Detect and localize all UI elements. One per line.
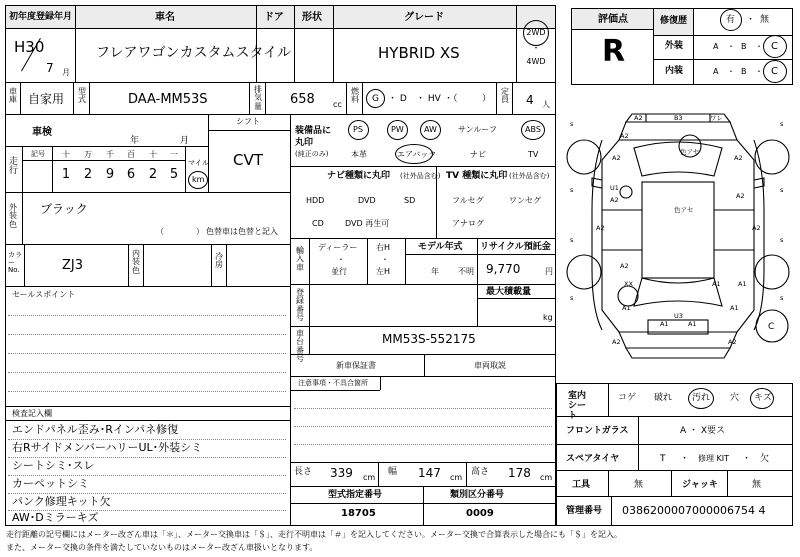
capacity-label: 定員 xyxy=(501,87,509,105)
mileage-digit-5: 5 xyxy=(169,167,179,182)
recycle-label: リサイクル預託金 xyxy=(480,242,551,252)
diag-label-22: A1 xyxy=(660,320,669,328)
exterior-scale-a: A xyxy=(713,42,719,51)
shift-value: CVT xyxy=(233,151,263,169)
diag-label-18: A2 xyxy=(734,154,743,162)
color-label: 外装色 xyxy=(9,203,17,229)
navi-sd: SD xyxy=(404,196,416,205)
sheet-opt-scratch: キズ xyxy=(754,393,772,403)
mileage-symbol-label: 記号 xyxy=(31,150,45,158)
equipment-label-3: (純正のみ) xyxy=(295,150,329,158)
mileage-digit-2: 9 xyxy=(105,167,115,182)
tv-label-note: (社外品含む) xyxy=(509,172,550,180)
equip-tv: TV xyxy=(528,150,539,159)
inspector-note-2: シートシミ･スレ xyxy=(12,459,95,472)
inspection-year-label: 年 xyxy=(130,136,140,146)
fuel-opt-hv: ・ HV xyxy=(416,94,441,104)
tv-analog: アナログ xyxy=(452,219,484,228)
diag-s-5: s xyxy=(780,236,784,244)
mileage-digit-1: 2 xyxy=(83,167,93,182)
diag-label-6: A2 xyxy=(610,196,619,204)
navi-hdd: HDD xyxy=(306,196,325,205)
management-label: 管理番号 xyxy=(566,506,603,516)
first-reg-era-year: H30 xyxy=(14,38,45,56)
interior-scale-dot-1: ・ xyxy=(727,67,735,76)
inspector-note-1: 右RサイドメンバーハリーUL･外装シミ xyxy=(12,441,203,454)
color-note-paren-close: ） xyxy=(196,227,204,236)
height-value: 178 xyxy=(508,466,531,480)
equip-sunroof: サンルーフ xyxy=(458,125,497,134)
diag-label-17: A2 xyxy=(612,154,621,162)
color-note-paren: （ xyxy=(156,227,164,236)
score-label: 評価点 xyxy=(598,14,628,25)
notes-label: 注意事項・不具合箇所 xyxy=(298,379,368,387)
tools-label: 工具 xyxy=(572,480,591,490)
diag-label-0: A2 xyxy=(634,114,643,122)
equip-ps: PS xyxy=(353,125,363,134)
diag-label-19: A2 xyxy=(620,262,629,270)
diag-s-7: s xyxy=(780,294,784,302)
equip-pw: PW xyxy=(391,125,404,134)
management-value: 0386200007000006754 4 xyxy=(622,504,766,517)
diag-s-4: s xyxy=(570,236,574,244)
capacity-unit: 人 xyxy=(542,100,550,109)
diag-label-1: B3 xyxy=(674,114,683,122)
model-value: DAA-MM53S xyxy=(128,92,208,107)
diag-s-2: s xyxy=(570,186,574,194)
inspection-month-label: 月 xyxy=(180,136,190,146)
car-name-label: 車名 xyxy=(155,12,175,23)
diag-label-16: A2 xyxy=(728,338,737,346)
footer-line-1: 走行距離の記号欄にはメーター改ざん車は「＊」、メーター交換車は「＄」、走行不明車は「＃」を記入してください。メーター交換で合算表示した場合にも「＄」を記入。 xyxy=(6,530,622,539)
mileage-unit-0: 十 xyxy=(62,150,70,159)
car-diagram xyxy=(562,100,794,380)
diag-label-13: A1 xyxy=(738,280,747,288)
mileage-unit-5: 一 xyxy=(170,150,178,159)
jack-value: 無 xyxy=(752,480,762,490)
diag-label-9: A2 xyxy=(596,224,605,232)
recycle-unit: 円 xyxy=(545,267,553,276)
usage-value: 自家用 xyxy=(28,92,65,106)
color-code-value: ZJ3 xyxy=(62,258,84,273)
spare-opt-missing: 欠 xyxy=(760,454,770,464)
max-load-label: 最大積載量 xyxy=(486,287,532,297)
equip-navi: ナビ xyxy=(470,150,486,159)
mileage-digit-3: 6 xyxy=(126,167,136,182)
diag-label-5: U1 xyxy=(610,184,619,192)
tools-value: 無 xyxy=(634,480,644,490)
navi-dvd: DVD xyxy=(358,196,376,205)
first-reg-month: 7 xyxy=(46,61,54,75)
exterior-grade: C xyxy=(771,41,778,52)
import-dot-2: ・ xyxy=(381,255,389,264)
inspector-note-4: パンク修理キット欠 xyxy=(12,495,111,508)
exterior-scale-b: B xyxy=(741,42,747,51)
first-reg-label: 初年度登録年月 xyxy=(9,12,73,22)
diag-label-3: A2 xyxy=(620,132,629,140)
inspector-note-3: カーペットシミ xyxy=(12,477,89,490)
drive-4wd: 4WD xyxy=(526,57,546,66)
import-dot-1: ・ xyxy=(337,255,345,264)
model-year-value: 不明 xyxy=(458,267,474,276)
repair-yes: 有 xyxy=(726,15,736,25)
jack-label: ジャッキ xyxy=(682,480,718,490)
interior-color-label: 内装色 xyxy=(132,249,140,275)
score-value: R xyxy=(602,34,626,69)
equip-abs: ABS xyxy=(525,125,541,134)
drive-dot: ・ xyxy=(531,44,541,54)
color-code-label: カラーNo. xyxy=(8,251,22,275)
diag-label-23: A1 xyxy=(688,320,697,328)
diag-label-21: A1 xyxy=(730,304,739,312)
height-unit: cm xyxy=(540,473,553,482)
exterior-scale-dot-1: ・ xyxy=(727,42,735,51)
type-no-value: 18705 xyxy=(341,508,376,519)
manual-label: 車両取説 xyxy=(474,361,506,370)
color-note: 色替車は色替と記入 xyxy=(206,227,278,236)
import-label: 輸入車 xyxy=(296,246,304,272)
inspection-label: 車検 xyxy=(32,127,52,138)
sheet-opt-dirt: 汚れ xyxy=(692,393,711,403)
repair-no: 無 xyxy=(760,15,770,25)
length-label: 長さ xyxy=(294,467,313,477)
shape-label: 形状 xyxy=(302,12,322,23)
mileage-unit-2: 千 xyxy=(106,150,114,159)
sheet-opt-hole: 穴 xyxy=(730,393,740,403)
equipment-label-1: 装備品に xyxy=(295,126,332,136)
import-right-h: 右H xyxy=(376,243,391,252)
chassis-label: 車台番号 xyxy=(296,329,304,364)
chassis-value: MM53S-552175 xyxy=(382,332,476,346)
drive-2wd: 2WD xyxy=(526,28,546,37)
diag-s-3: s xyxy=(780,186,784,194)
interior-scale-dot-2: ・ xyxy=(755,67,763,76)
height-label: 高さ xyxy=(471,467,490,477)
mileage-unit-3: 百 xyxy=(127,150,135,159)
repair-label: 修復歴 xyxy=(660,16,688,26)
diag-label-20: A1 xyxy=(622,304,631,312)
spare-opt-dot-1: ・ xyxy=(680,454,690,464)
capacity-value: 4 xyxy=(526,93,534,107)
spare-opt-dot-2: ・ xyxy=(742,454,752,464)
tv-oneseg: ワンセグ xyxy=(509,196,541,205)
mileage-label: 走行 xyxy=(9,157,19,177)
diag-label-11: XX xyxy=(624,280,633,288)
inspector-label: 検査記入欄 xyxy=(12,409,52,418)
windshield-label: フロントガラス xyxy=(566,426,629,436)
diag-label-7: A2 xyxy=(736,192,745,200)
registration-label: 登録番号 xyxy=(296,288,304,323)
shift-label: シフト xyxy=(236,117,260,126)
displacement-label: 排気量 xyxy=(254,85,262,111)
navi-cd: CD xyxy=(312,219,324,228)
diag-label-2: ワレ xyxy=(710,114,723,122)
type-no-label: 型式指定番号 xyxy=(328,490,383,500)
interior-scale-a: A xyxy=(713,67,719,76)
diag-label-14: U3 xyxy=(674,312,683,320)
first-reg-month-unit: 月 xyxy=(62,68,70,77)
import-dealer: ディーラー xyxy=(318,243,358,252)
fuel-opt-d: ・ D xyxy=(388,94,407,104)
mileage-unit-mile: マイル xyxy=(188,159,209,167)
mileage-digit-0: 1 xyxy=(61,167,71,182)
recycle-value: 9,770 xyxy=(486,262,521,276)
interior-label: 内装 xyxy=(665,66,684,76)
exterior-label: 外装 xyxy=(665,41,684,51)
width-label: 幅 xyxy=(388,467,398,477)
sheet-opt-burn: コゲ xyxy=(618,393,637,403)
interior-sheet-label: 室内シート xyxy=(568,391,587,421)
navi-dvd-play: DVD 再生可 xyxy=(345,219,390,228)
repair-dot: ・ xyxy=(746,15,756,25)
diag-label-12: A1 xyxy=(712,280,721,288)
sheet-opt-tear: 破れ xyxy=(654,393,673,403)
footer-line-2: また、メーター交換の条件を満たしていないものはメーター改ざん車扱いとなります。 xyxy=(6,543,318,552)
color-value: ブラック xyxy=(40,202,88,216)
length-value: 339 xyxy=(330,466,353,480)
equip-leather: 本革 xyxy=(351,150,367,159)
inspector-note-0: エンドパネル歪み･Rインパネ修復 xyxy=(12,423,179,436)
spare-opt-kit: 修理 KIT xyxy=(698,454,730,463)
width-value: 147 xyxy=(418,466,441,480)
equip-airbag: エアバック xyxy=(397,150,437,159)
navi-label-note: (社外品含む) xyxy=(400,172,441,180)
ac-label: 冷房 xyxy=(215,252,223,270)
mileage-digit-4: 2 xyxy=(148,167,158,182)
interior-grade: C xyxy=(771,66,778,77)
mileage-unit-km: km xyxy=(192,175,205,184)
fuel-opt-g: G xyxy=(372,94,379,104)
model-year-year: 年 xyxy=(431,267,439,276)
mileage-unit-4: 十 xyxy=(149,150,157,159)
equipment-label-2: 丸印 xyxy=(295,138,314,148)
grade-label: グレード xyxy=(404,12,444,23)
tv-label: TV 種類に丸印 xyxy=(446,171,508,181)
spare-opt-t: T xyxy=(660,454,666,464)
inspector-note-5: AW･Dミラーキズ xyxy=(12,511,99,524)
interior-scale-b: B xyxy=(741,67,747,76)
class-no-value: 0009 xyxy=(466,508,494,519)
car-name-value: フレアワゴンカスタムスタイル xyxy=(96,45,292,61)
mileage-unit-1: 万 xyxy=(84,150,92,159)
length-unit: cm xyxy=(363,473,376,482)
import-parallel: 並行 xyxy=(331,267,347,276)
displacement-value: 658 xyxy=(290,92,315,107)
spare-tire-label: スペアタイヤ xyxy=(566,454,620,464)
model-year-label: モデル年式 xyxy=(418,242,463,252)
fuel-opt-paren: ・（ xyxy=(444,94,458,104)
diag-s-6: s xyxy=(570,294,574,302)
grade-value: HYBRID XS xyxy=(378,44,460,62)
diag-s-0: s xyxy=(570,120,574,128)
class-no-label: 類別区分番号 xyxy=(450,490,505,500)
diag-corner-mark: C xyxy=(768,322,775,332)
diag-label-4: 色アセ xyxy=(680,148,700,156)
windshield-value: A ・ X要ス xyxy=(680,426,726,436)
diag-label-10: A2 xyxy=(752,224,761,232)
diag-label-15: A2 xyxy=(612,338,621,346)
diag-label-8: 色アセ xyxy=(674,206,694,214)
fuel-label: 燃料 xyxy=(351,87,359,105)
warranty-label: 新車保証書 xyxy=(336,361,376,370)
fuel-opt-paren-close: ） xyxy=(482,94,492,104)
diag-s-1: s xyxy=(780,120,784,128)
model-label: 型式 xyxy=(78,87,86,105)
navi-label: ナビ種類に丸印 xyxy=(327,171,391,181)
door-label: ドア xyxy=(264,12,284,23)
sales-point-label: セールスポイント xyxy=(12,290,76,299)
width-unit: cm xyxy=(450,473,463,482)
import-left-h: 左H xyxy=(376,267,391,276)
exterior-scale-dot-2: ・ xyxy=(755,42,763,51)
displacement-unit: cc xyxy=(333,100,342,109)
tv-fullseg: フルセグ xyxy=(452,196,484,205)
usage-label: 車庫 xyxy=(9,87,17,105)
max-load-unit: kg xyxy=(543,313,553,322)
equip-aw: AW xyxy=(424,125,437,134)
